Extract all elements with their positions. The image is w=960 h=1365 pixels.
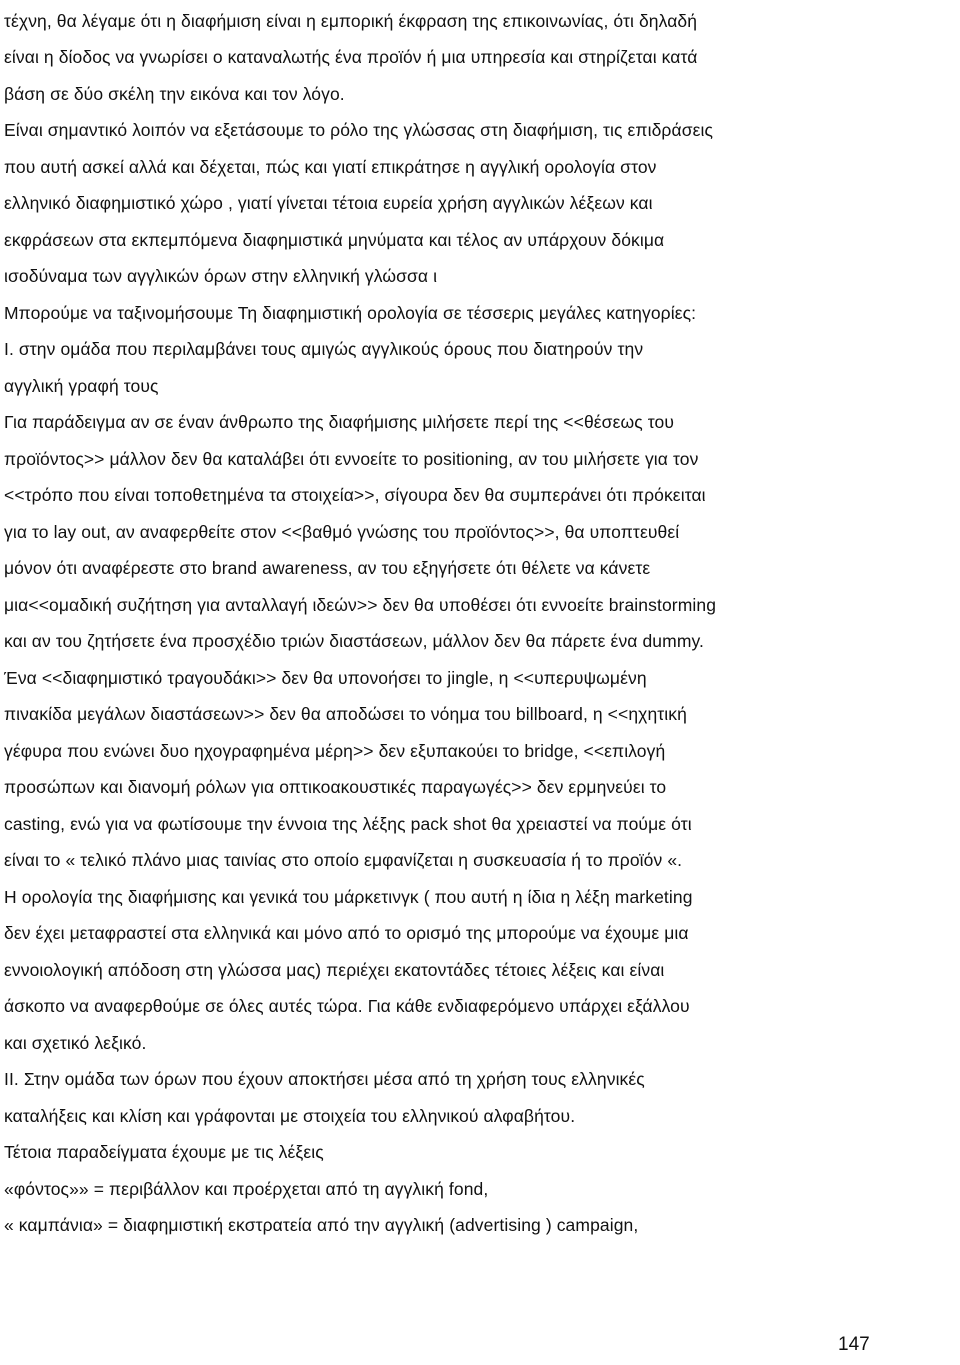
text-line: εννοιολογική απόδοση στη γλώσσα μας) περιέχει εκατοντάδες τέτοιες λέξεις και είναι [4, 960, 665, 980]
text-line: για το lay out, αν αναφερθείτε στον <<βαθμό γνώσης του προϊόντος>>, θα υποπτευθεί [4, 522, 680, 542]
text-line: ελληνικό διαφημιστικό χώρο , γιατί γίνεται τέτοια ευρεία χρήση αγγλικών λέξεων και [4, 193, 653, 213]
text-line: που αυτή ασκεί αλλά και δέχεται, πώς και γιατί επικράτησε η αγγλική ορολογία στον [4, 157, 657, 177]
text-line: τέχνη, θα λέγαμε ότι η διαφήμιση είναι η εμπορική έκφραση της επικοινωνίας, ότι δηλαδή [4, 11, 698, 31]
text-line: Μπορούμε να ταξινομήσουμε Τη διαφημιστική ορολογία σε τέσσερις μεγάλες κατηγορίες: [4, 303, 697, 323]
text-line: ισοδύναμα των αγγλικών όρων στην ελληνική γλώσσα ι [4, 266, 438, 286]
text-line: εκφράσεων στα εκπεμπόμενα διαφημιστικά μηνύματα και τέλος αν υπάρχουν δόκιμα [4, 230, 665, 250]
text-line: Είναι σημαντικό λοιπόν να εξετάσουμε το ρόλο της γλώσσας στη διαφήμιση, τις επιδράσεις [4, 120, 714, 140]
text-line: <<τρόπο που είναι τοποθετημένα τα στοιχεία>>, σίγουρα δεν θα συμπεράνει ότι πρόκειται [4, 485, 706, 505]
text-line: καταλήξεις και κλίση και γράφονται με στοιχεία του ελληνικού αλφαβήτου. [4, 1106, 576, 1126]
text-line: Τέτοια παραδείγματα έχουμε με τις λέξεις [4, 1142, 324, 1162]
text-line: άσκοπο να αναφερθούμε σε όλες αυτές τώρα. Για κάθε ενδιαφερόμενο υπάρχει εξάλλου [4, 996, 690, 1016]
text-line: προϊόντος>> μάλλον δεν θα καταλάβει ότι εννοείτε το positioning, αν του μιλήσετε για τον [4, 449, 699, 469]
text-line: είναι η δίοδος να γνωρίσει ο καταναλωτής ένα προϊόν ή μια υπηρεσία και στηρίζεται κατά [4, 47, 698, 67]
text-line: είναι το « τελικό πλάνο μιας ταινίας στο οποίο εμφανίζεται η συσκευασία ή το προϊόν «. [4, 850, 683, 870]
text-line: Για παράδειγμα αν σε έναν άνθρωπο της διαφήμισης μιλήσετε περί της <<θέσεως του [4, 412, 675, 432]
text-line: μια<<ομαδική συζήτηση για ανταλλαγή ιδεών>> δεν θα υποθέσει ότι εννοείτε brainstorming [4, 595, 717, 615]
text-line: « καμπάνια» = διαφημιστική εκστρατεία από την αγγλική (advertising ) campaign, [4, 1215, 639, 1235]
text-line: βάση σε δύο σκέλη την εικόνα και τον λόγο. [4, 84, 345, 104]
text-line: II. Στην ομάδα των όρων που έχουν αποκτήσει μέσα από τη χρήση τους ελληνικές [4, 1069, 645, 1089]
text-line: και σχετικό λεξικό. [4, 1033, 147, 1053]
text-line: μόνον ότι αναφέρεστε στο brand awareness, αν του εξηγήσετε ότι θέλετε να κάνετε [4, 558, 651, 578]
text-line: I. στην ομάδα που περιλαμβάνει τους αμιγώς αγγλικούς όρους που διατηρούν την [4, 339, 644, 359]
text-line: δεν έχει μεταφραστεί στα ελληνικά και μόνο από το ορισμό της μπορούμε να έχουμε μια [4, 923, 689, 943]
text-line: προσώπων και διανομή ρόλων για οπτικοακουστικές παραγωγές>> δεν ερμηνεύει το [4, 777, 667, 797]
text-line: αγγλική γραφή τους [4, 376, 159, 396]
text-line: γέφυρα που ενώνει δυο ηχογραφημένα μέρη>> δεν εξυπακούει το bridge, <<επιλογή [4, 741, 666, 761]
text-line: casting, ενώ για να φωτίσουμε την έννοια της λέξης pack shot θα χρειαστεί να πούμε ότι [4, 814, 692, 834]
text-line: Ένα <<διαφημιστικό τραγουδάκι>> δεν θα υπονοήσει το jingle, η <<υπερυψωμένη [4, 668, 647, 688]
text-line: Η ορολογία της διαφήμισης και γενικά του μάρκετινγκ ( που αυτή η ίδια η λέξη marketing [4, 887, 693, 907]
text-line: πινακίδα μεγάλων διαστάσεων>> δεν θα αποδώσει το νόημα του billboard, η <<ηχητική [4, 704, 687, 724]
text-line: «φόντος»» = περιβάλλον και προέρχεται από τη αγγλική fond, [4, 1179, 489, 1199]
page-number: 147 [838, 1334, 870, 1355]
text-line: και αν του ζητήσετε ένα προσχέδιο τριών διαστάσεων, μάλλον δεν θα πάρετε ένα dummy. [4, 631, 705, 651]
